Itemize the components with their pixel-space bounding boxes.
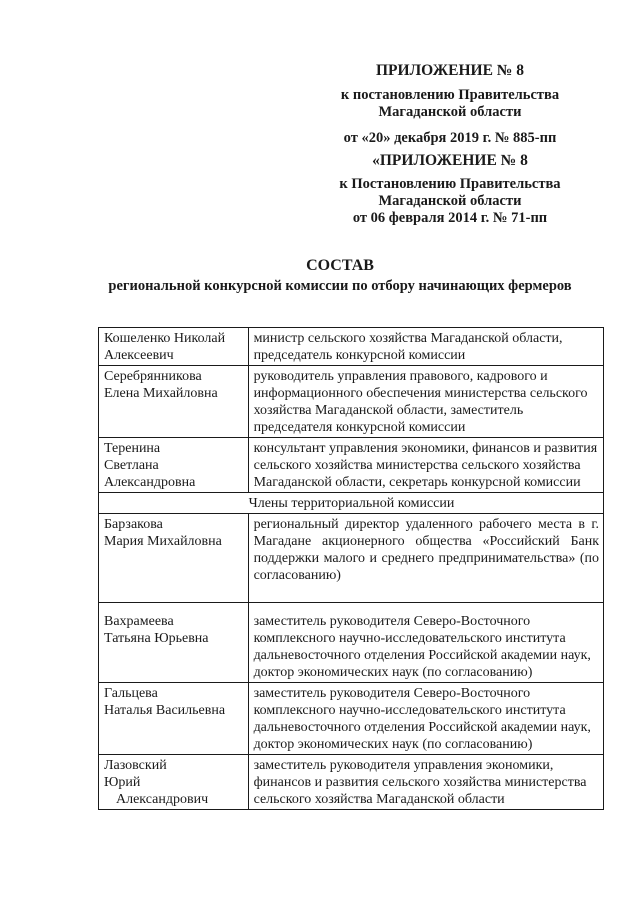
- prev-appendix-to-line2: Магаданской области: [378, 193, 522, 209]
- prev-appendix-to-line1: к Постановлению Правительства: [339, 176, 561, 192]
- name-line: Светлана: [104, 458, 159, 473]
- member-name: [99, 366, 249, 438]
- appendix-header: [330, 62, 570, 147]
- table-row: [99, 366, 604, 438]
- member-role: заместитель руководителя Северо-Восточного комплексного научно-исследовательского института дальневосточного отделения Российской академии наук, доктор экономических наук (по согласованию): [248, 603, 603, 683]
- table-row: [99, 683, 604, 755]
- name-line: Татьяна Юрьевна: [104, 631, 209, 646]
- name-line: Александрович: [116, 792, 209, 807]
- table-row: [99, 755, 604, 810]
- document-title: СОСТАВ: [306, 257, 374, 274]
- appendix-title: ПРИЛОЖЕНИЕ № 8: [376, 62, 524, 79]
- name-line: Лазовский: [104, 758, 167, 773]
- name-line: Серебрянникова: [104, 369, 202, 384]
- name-line: Мария Михайловна: [104, 534, 222, 549]
- member-name: [99, 603, 249, 683]
- member-name: [99, 438, 249, 493]
- member-name: [99, 328, 249, 366]
- previous-appendix-header: [330, 152, 570, 227]
- members-section-header: Члены территориальной комиссии: [99, 493, 604, 514]
- document-title-block: [60, 256, 620, 295]
- name-line: Наталья Васильевна: [104, 703, 226, 718]
- table-row: [99, 328, 604, 366]
- name-line: Алексеевич: [104, 348, 174, 363]
- name-line: Юрий: [104, 775, 141, 790]
- member-role: руководитель управления правового, кадрового и информационного обеспечения министерства сельского хозяйства Магаданской области, заместитель председателя конкурсной комиссии: [248, 366, 603, 438]
- name-line: Кошеленко Николай: [104, 331, 226, 346]
- member-role: консультант управления экономики, финансов и развития сельского хозяйства министерства сельского хозяйства Магаданской области, секретарь конкурсной комиссии: [248, 438, 603, 493]
- name-line: Александровна: [104, 475, 196, 490]
- member-role: заместитель руководителя Северо-Восточного комплексного научно-исследовательского института дальневосточного отделения Российской академии наук, доктор экономических наук (по согласованию): [248, 683, 603, 755]
- member-name: [99, 683, 249, 755]
- appendix-date: от «20» декабря 2019 г. № 885-пп: [343, 130, 557, 146]
- member-name: [99, 755, 249, 810]
- name-line: Гальцева: [104, 686, 158, 701]
- name-line: Барзакова: [104, 517, 163, 532]
- member-role: заместитель руководителя управления экономики, финансов и развития сельского хозяйства министерства сельского хозяйства Магаданской области: [248, 755, 603, 810]
- table-row: [99, 603, 604, 683]
- document-subtitle: региональной конкурсной комиссии по отбору начинающих фермеров: [108, 278, 572, 294]
- member-role: министр сельского хозяйства Магаданской области, председатель конкурсной комиссии: [248, 328, 603, 366]
- appendix-to-line2: Магаданской области: [378, 104, 522, 120]
- name-line: Вахрамеева: [104, 614, 174, 629]
- prev-appendix-title: «ПРИЛОЖЕНИЕ № 8: [372, 152, 528, 169]
- table-row: [99, 514, 604, 603]
- section-header-row: [99, 493, 604, 514]
- member-role: региональный директор удаленного рабочего места в г. Магадане акционерного общества «Российский Банк поддержки малого и среднего предпринимательства» (по согласованию): [248, 514, 603, 603]
- prev-appendix-date: от 06 февраля 2014 г. № 71-пп: [352, 210, 548, 226]
- member-name: [99, 514, 249, 603]
- name-line: Теренина: [104, 441, 161, 456]
- table-row: [99, 438, 604, 493]
- name-line: Елена Михайловна: [104, 386, 218, 401]
- appendix-to-line1: к постановлению Правительства: [340, 87, 560, 103]
- commission-table: [98, 327, 604, 810]
